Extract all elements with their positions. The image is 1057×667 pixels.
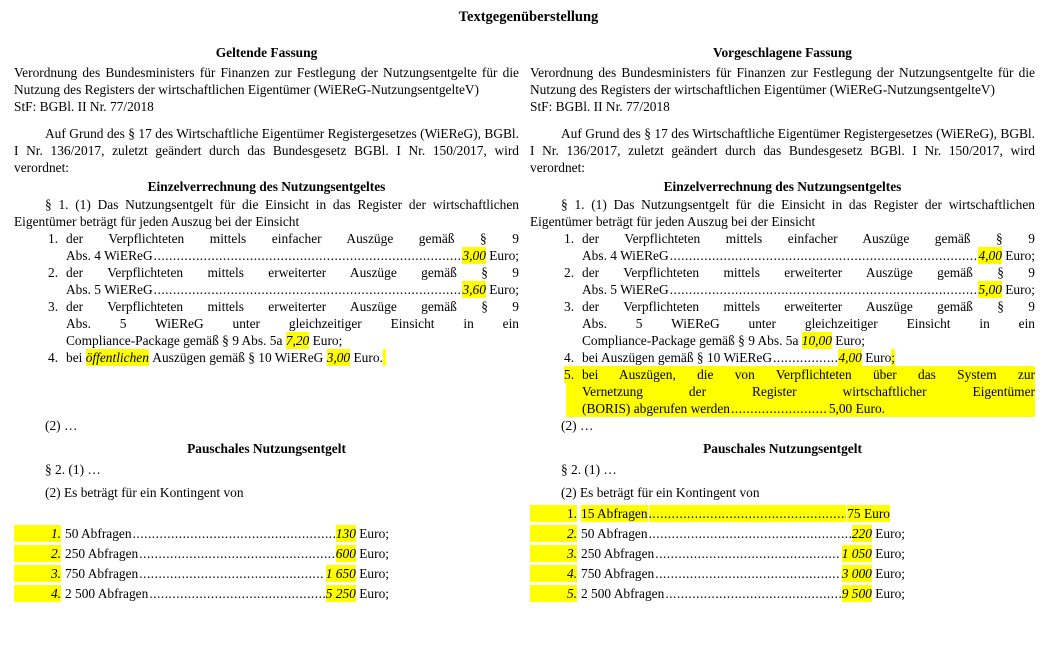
item-value: 5,00 [978, 282, 1002, 297]
list-item [14, 230, 519, 264]
item-number: 1. [48, 231, 59, 246]
item-text: Compliance-Package gemäß § 9 Abs. 5a [582, 333, 799, 348]
item-number: 2. [564, 265, 575, 280]
list-item: 4. 2 500 Abfragen ..... 5 250 Euro; [14, 585, 519, 605]
item-value: 7,20 [285, 333, 310, 348]
item-text: bei Auszügen gemäß § 10 WiEReG [582, 350, 772, 365]
paragraph-1: § 1. (1) Das Nutzungsentgelt für die Einsicht in das Register der wirtschaftlichen Eigentümer beträgt für jeden Auszug bei der Einsicht [14, 197, 519, 229]
paragraph-2-1: § 2. (1) … [561, 462, 617, 477]
list-item [530, 264, 1035, 298]
item-text: Vernetzung der Register wirtschaftlicher Eigentümer [582, 384, 1035, 399]
item-value: 4,00 [978, 248, 1002, 263]
promulgation: StF: BGBl. II Nr. 77/2018 [530, 99, 670, 114]
list-item-new: 1. 15 Abfragen ..... 75 Euro [530, 505, 1035, 525]
item-text: (BORIS) abgerufen werden [582, 401, 730, 416]
item-text: der Verpflichteten mittels erweiterter Auszüge gemäß § 9 [66, 299, 519, 314]
item-unit: Euro. [353, 350, 383, 365]
item-text: Abs. 4 WiEReG [66, 248, 153, 263]
list-item [530, 230, 1035, 264]
item-text: bei [66, 350, 83, 365]
item-unit: Euro. [855, 401, 885, 416]
intro-paragraph: Auf Grund des § 17 des Wirtschaftliche Eigentümer Registergesetzes (WiEReG), BGBl. I Nr. 136/2017, zuletzt geändert durch das Bundesgesetz BGBl. I Nr. 150/2017, wird verordnet: [530, 126, 1035, 175]
item-text: Abs. 5 WiEReG [582, 282, 669, 297]
intro-paragraph: Auf Grund des § 17 des Wirtschaftliche Eigentümer Registergesetzes (WiEReG), BGBl. I Nr. 136/2017, zuletzt geändert durch das Bundesgesetz BGBl. I Nr. 150/2017, wird verordnet: [14, 126, 519, 175]
list-item [14, 349, 519, 366]
list-item: 3. 750 Abfragen ..... 1 650 Euro; [14, 565, 519, 585]
list-item [530, 298, 1035, 349]
item-text: der Verpflichteten mittels erweiterter Auszüge gemäß § 9 [582, 299, 1035, 314]
item-number: 4. [48, 350, 59, 365]
item-value: 3,00 [326, 350, 351, 365]
column-header: Vorgeschlagene Fassung [713, 45, 852, 60]
item-text: Abs. 5 WiEReG unter gleichzeitiger Einsicht in ein [582, 316, 1035, 331]
paragraph-2-2: (2) Es beträgt für ein Kontingent von [45, 485, 244, 500]
item-value: 3,60 [462, 282, 486, 297]
item-number: 4. [564, 350, 575, 365]
column-current-version [14, 44, 519, 605]
list-item: 3. 250 Abfragen ..... 1 050 Euro; [530, 545, 1035, 565]
item-value: 4,00 [838, 350, 862, 365]
item-number: 1. [564, 231, 575, 246]
list-item: 5. 2 500 Abfragen ..... 9 500 Euro; [530, 585, 1035, 605]
list-item [14, 264, 519, 298]
regulation-title: Verordnung des Bundesministers für Finanzen zur Festlegung der Nutzungsentgelte für die Nutzung des Registers der wirtschaftlichen Eigentümer (WiEReG-NutzungsentgelteV) [530, 65, 1035, 97]
column-proposed-version [530, 44, 1035, 605]
item-text: Abs. 5 WiEReG [66, 282, 153, 297]
highlighted-text: ; [891, 350, 895, 365]
column-header: Geltende Fassung [215, 45, 318, 60]
list-item [14, 298, 519, 349]
list-item: 2. 250 Abfragen ..... 600 Euro; [14, 545, 519, 565]
document-title: Textgegenüberstellung [458, 9, 599, 25]
item-text: der Verpflichteten mittels erweiterter Auszüge gemäß § 9 [582, 265, 1035, 280]
item-value: 5,00 [828, 401, 853, 416]
item-unit: Euro; [312, 333, 343, 348]
paragraph-2-2: (2) Es beträgt für ein Kontingent von [561, 485, 760, 500]
paragraph-1: § 1. (1) Das Nutzungsentgelt für die Einsicht in das Register der wirtschaftlichen Eigentümer beträgt für jeden Auszug bei der Einsicht [530, 197, 1035, 229]
item-unit: Euro [865, 350, 892, 365]
item-number: 3. [564, 299, 575, 314]
item-text: der Verpflichteten mittels einfacher Auszüge gemäß § 9 [582, 231, 1035, 246]
item-text: Compliance-Package gemäß § 9 Abs. 5a [66, 333, 283, 348]
item-value: 3,00 [462, 248, 486, 263]
paragraph-2-note: (2) … [561, 418, 594, 433]
item-text: der Verpflichteten mittels einfacher Auszüge gemäß § 9 [66, 231, 519, 246]
highlighted-text: öffentlichen [85, 350, 149, 365]
item-list [14, 230, 519, 366]
section-heading: Pauschales Nutzungsentgelt [703, 441, 862, 456]
item-unit: Euro; [489, 282, 519, 297]
list-item-new [530, 366, 1035, 417]
item-text: bei Auszügen, die von Verpflichteten über das System zur [582, 367, 1035, 382]
list-item [530, 349, 1035, 366]
item-value: 10,00 [801, 333, 832, 348]
item-unit: Euro; [1005, 282, 1035, 297]
item-unit: Euro; [835, 333, 866, 348]
item-text: Auszügen gemäß § 10 WiEReG [152, 350, 324, 365]
item-number: 2. [48, 265, 59, 280]
item-number: 5. [564, 367, 575, 382]
list-item: 4. 750 Abfragen ..... 3 000 Euro; [530, 565, 1035, 585]
kontingent-list [530, 505, 1035, 605]
item-number: 3. [48, 299, 59, 314]
promulgation: StF: BGBl. II Nr. 77/2018 [14, 99, 154, 114]
paragraph-2-note: (2) … [45, 418, 78, 433]
section-heading: Einzelverrechnung des Nutzungsentgeltes [147, 179, 386, 194]
regulation-title: Verordnung des Bundesministers für Finanzen zur Festlegung der Nutzungsentgelte für die Nutzung des Registers der wirtschaftlichen Eigentümer (WiEReG-NutzungsentgelteV) [14, 65, 519, 97]
paragraph-2-1: § 2. (1) … [45, 462, 101, 477]
item-text: Abs. 5 WiEReG unter gleichzeitiger Einsicht in ein [66, 316, 519, 331]
kontingent-list [14, 525, 519, 605]
item-unit: Euro; [1005, 248, 1035, 263]
section-heading: Pauschales Nutzungsentgelt [187, 441, 346, 456]
item-list [530, 230, 1035, 417]
item-text: Abs. 4 WiEReG [582, 248, 669, 263]
item-text: der Verpflichteten mittels erweiterter Auszüge gemäß § 9 [66, 265, 519, 280]
section-heading: Einzelverrechnung des Nutzungsentgeltes [663, 179, 902, 194]
item-unit: Euro; [489, 248, 519, 263]
list-item: 2. 50 Abfragen ..... 220 Euro; [530, 525, 1035, 545]
list-item: 1. 50 Abfragen ..... 130 Euro; [14, 525, 519, 545]
